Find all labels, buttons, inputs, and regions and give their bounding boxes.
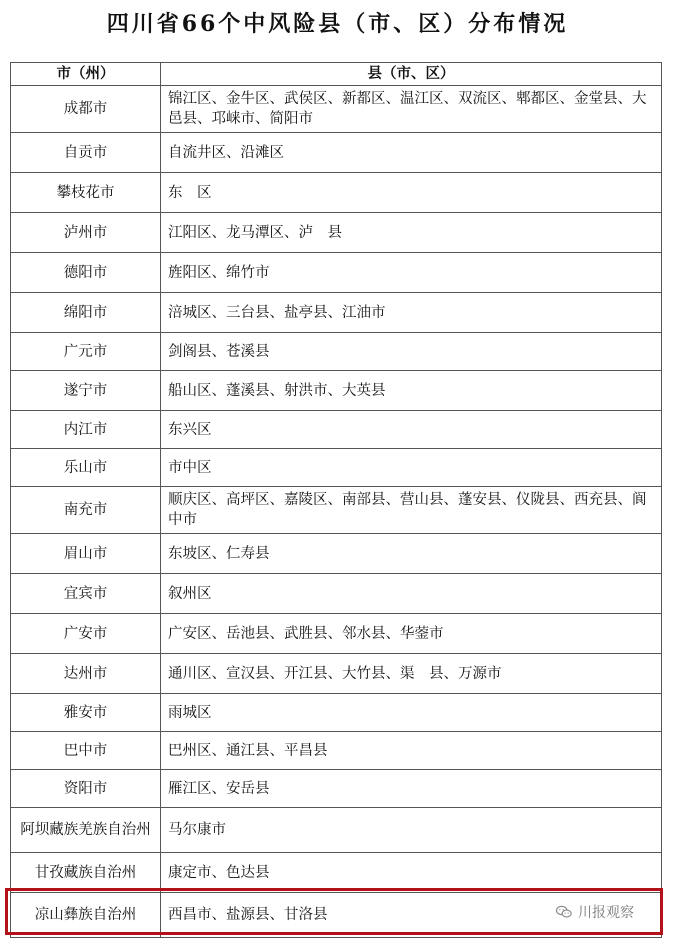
counties-cell: 船山区、蓬溪县、射洪市、大英县: [161, 371, 662, 411]
table-row: [11, 732, 662, 770]
city-cell: 眉山市: [11, 534, 161, 574]
table-row: [11, 694, 662, 732]
counties-cell: 马尔康市: [161, 808, 662, 853]
table-row: [11, 574, 662, 614]
table-row: [11, 173, 662, 213]
counties-cell: 市中区: [161, 449, 662, 487]
city-cell: 广安市: [11, 614, 161, 654]
counties-cell: 江阳区、龙马潭区、泸 县: [161, 213, 662, 253]
watermark: [555, 900, 634, 924]
table-row: [11, 808, 662, 853]
city-cell: 凉山彝族自治州: [11, 893, 161, 938]
counties-cell: 康定市、色达县: [161, 853, 662, 893]
table-row: [11, 253, 662, 293]
table-row: [11, 654, 662, 694]
table-row: [11, 133, 662, 173]
counties-cell: 锦江区、金牛区、武侯区、新都区、温江区、双流区、郫都区、金堂县、大邑县、邛崃市、简阳市: [161, 86, 662, 133]
city-cell: 德阳市: [11, 253, 161, 293]
wechat-icon: [555, 903, 573, 921]
city-cell: 绵阳市: [11, 293, 161, 333]
table-row: [11, 213, 662, 253]
table-row: [11, 487, 662, 534]
city-cell: 遂宁市: [11, 371, 161, 411]
counties-cell: 叙州区: [161, 574, 662, 614]
column-header-city: 市（州）: [11, 63, 161, 86]
city-cell: 甘孜藏族自治州: [11, 853, 161, 893]
page-title: 四川省66个中风险县（市、区）分布情况: [106, 11, 569, 37]
city-cell: 雅安市: [11, 694, 161, 732]
table-row: [11, 411, 662, 449]
counties-cell: 广安区、岳池县、武胜县、邻水县、华蓥市: [161, 614, 662, 654]
table-row: [11, 333, 662, 371]
city-cell: 宜宾市: [11, 574, 161, 614]
table-row: [11, 371, 662, 411]
watermark-text: 川报观察: [578, 905, 634, 921]
counties-cell: 顺庆区、高坪区、嘉陵区、南部县、营山县、蓬安县、仪陇县、西充县、阆中市: [161, 487, 662, 534]
table-row: [11, 293, 662, 333]
table-row: [11, 449, 662, 487]
counties-cell: 东兴区: [161, 411, 662, 449]
table-row: [11, 853, 662, 893]
city-cell: 南充市: [11, 487, 161, 534]
city-cell: 资阳市: [11, 770, 161, 808]
counties-cell: 剑阁县、苍溪县: [161, 333, 662, 371]
table-row: [11, 770, 662, 808]
city-cell: 成都市: [11, 86, 161, 133]
city-cell: 自贡市: [11, 133, 161, 173]
table-row: [11, 614, 662, 654]
counties-cell: 雨城区: [161, 694, 662, 732]
city-cell: 巴中市: [11, 732, 161, 770]
city-cell: 攀枝花市: [11, 173, 161, 213]
city-cell: 广元市: [11, 333, 161, 371]
city-cell: 内江市: [11, 411, 161, 449]
counties-cell: 自流井区、沿滩区: [161, 133, 662, 173]
table-row: [11, 534, 662, 574]
counties-cell: 通川区、宣汉县、开江县、大竹县、渠 县、万源市: [161, 654, 662, 694]
counties-cell: 西昌市、盐源县、甘洛县: [161, 893, 662, 938]
counties-cell: 东坡区、仁寿县: [161, 534, 662, 574]
city-cell: 阿坝藏族羌族自治州: [11, 808, 161, 853]
column-header-counties: 县（市、区）: [161, 63, 662, 86]
city-cell: 泸州市: [11, 213, 161, 253]
counties-cell: 旌阳区、绵竹市: [161, 253, 662, 293]
counties-cell: 巴州区、通江县、平昌县: [161, 732, 662, 770]
city-cell: 达州市: [11, 654, 161, 694]
risk-table: [10, 62, 662, 938]
counties-cell: 东 区: [161, 173, 662, 213]
counties-cell: 雁江区、安岳县: [161, 770, 662, 808]
table-row: [11, 86, 662, 133]
counties-cell: 涪城区、三台县、盐亭县、江油市: [161, 293, 662, 333]
city-cell: 乐山市: [11, 449, 161, 487]
